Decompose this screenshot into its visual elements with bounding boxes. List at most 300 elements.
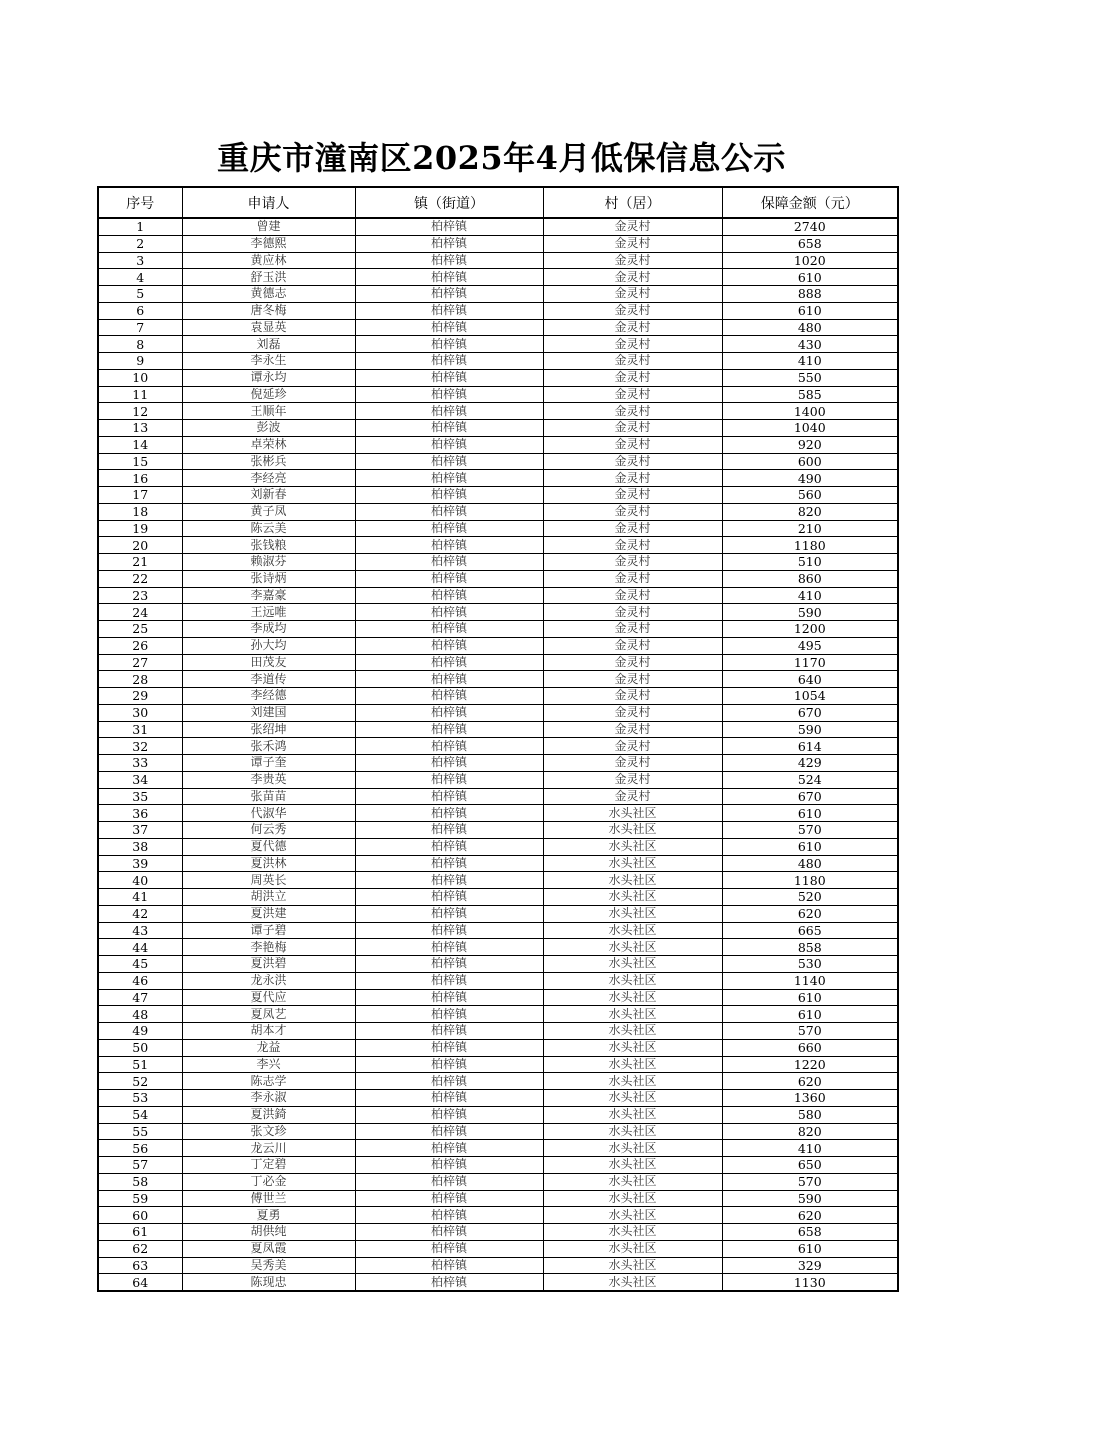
cell-index: 2 [98,235,182,252]
cell-applicant: 李经德 [182,688,355,705]
cell-village: 水头社区 [543,1224,722,1241]
cell-amount: 410 [722,353,898,370]
cell-village: 水头社区 [543,1190,722,1207]
cell-index: 13 [98,420,182,437]
cell-town: 柏梓镇 [355,889,543,906]
cell-applicant: 倪延珍 [182,386,355,403]
cell-applicant: 唐冬梅 [182,302,355,319]
cell-amount: 329 [722,1257,898,1274]
cell-index: 38 [98,838,182,855]
cell-town: 柏梓镇 [355,1073,543,1090]
table-row [98,1224,898,1241]
table-row [98,1056,898,1073]
cell-town: 柏梓镇 [355,872,543,889]
cell-village: 金灵村 [543,671,722,688]
cell-village: 水头社区 [543,1039,722,1056]
cell-index: 32 [98,738,182,755]
cell-village: 水头社区 [543,872,722,889]
header-applicant: 申请人 [182,187,355,218]
cell-index: 28 [98,671,182,688]
cell-town: 柏梓镇 [355,1240,543,1257]
cell-town: 柏梓镇 [355,453,543,470]
cell-index: 15 [98,453,182,470]
cell-amount: 590 [722,604,898,621]
table-row [98,889,898,906]
cell-amount: 600 [722,453,898,470]
table-row [98,604,898,621]
cell-village: 水头社区 [543,838,722,855]
cell-applicant: 张诗炳 [182,570,355,587]
table-row [98,1023,898,1040]
cell-town: 柏梓镇 [355,252,543,269]
cell-amount: 1220 [722,1056,898,1073]
header-village: 村（居） [543,187,722,218]
table-row [98,218,898,235]
cell-applicant: 田茂友 [182,654,355,671]
cell-town: 柏梓镇 [355,487,543,504]
table-row [98,989,898,1006]
table-row [98,855,898,872]
cell-applicant: 刘建国 [182,704,355,721]
cell-applicant: 李经亮 [182,470,355,487]
table-row [98,1140,898,1157]
cell-applicant: 赖淑芬 [182,554,355,571]
cell-index: 49 [98,1023,182,1040]
table-row [98,587,898,604]
cell-village: 水头社区 [543,1157,722,1174]
cell-applicant: 张钱粮 [182,537,355,554]
cell-amount: 614 [722,738,898,755]
table-row [98,403,898,420]
cell-index: 61 [98,1224,182,1241]
cell-amount: 430 [722,336,898,353]
cell-village: 金灵村 [543,336,722,353]
cell-amount: 610 [722,989,898,1006]
table-row [98,520,898,537]
cell-town: 柏梓镇 [355,1224,543,1241]
cell-village: 水头社区 [543,855,722,872]
cell-town: 柏梓镇 [355,721,543,738]
cell-town: 柏梓镇 [355,570,543,587]
cell-index: 45 [98,956,182,973]
cell-village: 水头社区 [543,1257,722,1274]
table-row [98,1157,898,1174]
cell-index: 7 [98,319,182,336]
cell-amount: 1054 [722,688,898,705]
cell-amount: 660 [722,1039,898,1056]
cell-applicant: 吴秀美 [182,1257,355,1274]
cell-index: 16 [98,470,182,487]
cell-town: 柏梓镇 [355,386,543,403]
cell-applicant: 龙永洪 [182,972,355,989]
cell-town: 柏梓镇 [355,420,543,437]
cell-town: 柏梓镇 [355,838,543,855]
cell-town: 柏梓镇 [355,1140,543,1157]
cell-village: 金灵村 [543,470,722,487]
cell-amount: 610 [722,838,898,855]
cell-amount: 410 [722,587,898,604]
cell-index: 24 [98,604,182,621]
cell-amount: 2740 [722,218,898,235]
cell-town: 柏梓镇 [355,755,543,772]
cell-amount: 1140 [722,972,898,989]
cell-index: 58 [98,1173,182,1190]
cell-village: 水头社区 [543,1090,722,1107]
cell-applicant: 刘磊 [182,336,355,353]
cell-applicant: 丁必金 [182,1173,355,1190]
cell-town: 柏梓镇 [355,822,543,839]
cell-applicant: 丁定碧 [182,1157,355,1174]
cell-village: 金灵村 [543,570,722,587]
cell-amount: 550 [722,369,898,386]
cell-amount: 1130 [722,1274,898,1291]
cell-applicant: 夏洪林 [182,855,355,872]
cell-index: 57 [98,1157,182,1174]
cell-amount: 1360 [722,1090,898,1107]
cell-town: 柏梓镇 [355,436,543,453]
cell-village: 水头社区 [543,1023,722,1040]
table-row [98,353,898,370]
table-row [98,319,898,336]
cell-applicant: 夏勇 [182,1207,355,1224]
cell-village: 金灵村 [543,453,722,470]
cell-village: 金灵村 [543,755,722,772]
cell-amount: 530 [722,956,898,973]
cell-amount: 610 [722,1240,898,1257]
cell-town: 柏梓镇 [355,771,543,788]
cell-village: 金灵村 [543,252,722,269]
cell-applicant: 夏凤霞 [182,1240,355,1257]
table-row [98,336,898,353]
table-row [98,637,898,654]
cell-applicant: 龙云川 [182,1140,355,1157]
table-row [98,286,898,303]
cell-village: 水头社区 [543,989,722,1006]
cell-index: 21 [98,554,182,571]
cell-index: 19 [98,520,182,537]
cell-applicant: 傅世兰 [182,1190,355,1207]
cell-applicant: 夏洪碧 [182,956,355,973]
cell-village: 金灵村 [543,286,722,303]
cell-amount: 620 [722,1207,898,1224]
cell-applicant: 李道传 [182,671,355,688]
cell-village: 金灵村 [543,403,722,420]
cell-town: 柏梓镇 [355,956,543,973]
cell-index: 59 [98,1190,182,1207]
cell-amount: 888 [722,286,898,303]
cell-village: 金灵村 [543,218,722,235]
cell-town: 柏梓镇 [355,269,543,286]
cell-town: 柏梓镇 [355,1190,543,1207]
cell-village: 水头社区 [543,905,722,922]
cell-index: 4 [98,269,182,286]
cell-applicant: 孙大均 [182,637,355,654]
cell-village: 水头社区 [543,972,722,989]
cell-village: 水头社区 [543,1123,722,1140]
table-row [98,470,898,487]
table-row [98,503,898,520]
cell-index: 26 [98,637,182,654]
table-row [98,721,898,738]
cell-index: 39 [98,855,182,872]
cell-index: 35 [98,788,182,805]
table-row [98,252,898,269]
cell-applicant: 代淑华 [182,805,355,822]
cell-town: 柏梓镇 [355,704,543,721]
header-row [98,187,898,218]
cell-applicant: 黄子凤 [182,503,355,520]
cell-index: 37 [98,822,182,839]
cell-town: 柏梓镇 [355,688,543,705]
table-row [98,420,898,437]
cell-town: 柏梓镇 [355,1023,543,1040]
cell-amount: 670 [722,704,898,721]
table-row [98,905,898,922]
cell-town: 柏梓镇 [355,470,543,487]
cell-amount: 610 [722,269,898,286]
cell-applicant: 李成均 [182,621,355,638]
cell-applicant: 陈志学 [182,1073,355,1090]
table-row [98,972,898,989]
cell-town: 柏梓镇 [355,1039,543,1056]
table-row [98,1006,898,1023]
table-row [98,1039,898,1056]
cell-index: 42 [98,905,182,922]
cell-town: 柏梓镇 [355,905,543,922]
cell-village: 金灵村 [543,688,722,705]
cell-applicant: 谭子碧 [182,922,355,939]
cell-applicant: 张禾鸿 [182,738,355,755]
cell-town: 柏梓镇 [355,554,543,571]
cell-index: 51 [98,1056,182,1073]
cell-applicant: 李艳梅 [182,939,355,956]
cell-town: 柏梓镇 [355,1106,543,1123]
cell-applicant: 何云秀 [182,822,355,839]
cell-applicant: 周英长 [182,872,355,889]
table-row [98,939,898,956]
page-title-text: 重庆市潼南区2025年4月低保信息公示 [217,139,786,177]
cell-index: 53 [98,1090,182,1107]
cell-applicant: 李永淑 [182,1090,355,1107]
table-row [98,570,898,587]
cell-village: 水头社区 [543,1056,722,1073]
table-row [98,1240,898,1257]
table-row [98,369,898,386]
cell-village: 水头社区 [543,1274,722,1291]
cell-amount: 658 [722,1224,898,1241]
cell-applicant: 陈云美 [182,520,355,537]
cell-index: 43 [98,922,182,939]
cell-town: 柏梓镇 [355,1157,543,1174]
cell-amount: 480 [722,319,898,336]
cell-applicant: 曾建 [182,218,355,235]
cell-index: 52 [98,1073,182,1090]
data-table [97,186,899,1292]
cell-index: 36 [98,805,182,822]
cell-amount: 1020 [722,252,898,269]
cell-amount: 580 [722,1106,898,1123]
header-index: 序号 [98,187,182,218]
cell-applicant: 李嘉豪 [182,587,355,604]
cell-amount: 920 [722,436,898,453]
cell-applicant: 胡供纯 [182,1224,355,1241]
cell-town: 柏梓镇 [355,520,543,537]
cell-town: 柏梓镇 [355,671,543,688]
cell-index: 9 [98,353,182,370]
cell-amount: 860 [722,570,898,587]
cell-village: 水头社区 [543,1140,722,1157]
table-row [98,688,898,705]
table-row [98,922,898,939]
cell-town: 柏梓镇 [355,1056,543,1073]
table-row [98,788,898,805]
table-row [98,487,898,504]
table-row [98,453,898,470]
cell-village: 金灵村 [543,637,722,654]
cell-applicant: 张文珍 [182,1123,355,1140]
cell-town: 柏梓镇 [355,1207,543,1224]
cell-village: 金灵村 [543,302,722,319]
table-row [98,671,898,688]
cell-applicant: 夏代应 [182,989,355,1006]
cell-index: 1 [98,218,182,235]
cell-village: 金灵村 [543,269,722,286]
cell-amount: 590 [722,1190,898,1207]
cell-index: 27 [98,654,182,671]
cell-index: 17 [98,487,182,504]
cell-index: 12 [98,403,182,420]
cell-amount: 665 [722,922,898,939]
cell-village: 水头社区 [543,956,722,973]
cell-amount: 570 [722,1023,898,1040]
cell-town: 柏梓镇 [355,637,543,654]
cell-applicant: 胡本才 [182,1023,355,1040]
cell-index: 5 [98,286,182,303]
cell-index: 31 [98,721,182,738]
cell-village: 水头社区 [543,1207,722,1224]
cell-village: 水头社区 [543,1073,722,1090]
cell-index: 3 [98,252,182,269]
table-row [98,1274,898,1291]
cell-index: 46 [98,972,182,989]
cell-index: 34 [98,771,182,788]
cell-applicant: 夏洪建 [182,905,355,922]
cell-index: 48 [98,1006,182,1023]
cell-amount: 858 [722,939,898,956]
cell-amount: 1400 [722,403,898,420]
cell-town: 柏梓镇 [355,855,543,872]
cell-town: 柏梓镇 [355,286,543,303]
cell-town: 柏梓镇 [355,738,543,755]
table-row [98,621,898,638]
cell-village: 水头社区 [543,822,722,839]
cell-index: 47 [98,989,182,1006]
table-row [98,1207,898,1224]
cell-applicant: 王顺年 [182,403,355,420]
table-row [98,838,898,855]
cell-village: 金灵村 [543,353,722,370]
cell-applicant: 舒玉洪 [182,269,355,286]
table-row [98,269,898,286]
cell-village: 金灵村 [543,621,722,638]
cell-index: 40 [98,872,182,889]
cell-amount: 410 [722,1140,898,1157]
table-row [98,1073,898,1090]
page-title [0,136,1105,180]
table-row [98,755,898,772]
cell-village: 金灵村 [543,554,722,571]
cell-amount: 620 [722,905,898,922]
cell-town: 柏梓镇 [355,1123,543,1140]
cell-village: 金灵村 [543,369,722,386]
cell-town: 柏梓镇 [355,336,543,353]
cell-index: 54 [98,1106,182,1123]
cell-index: 64 [98,1274,182,1291]
cell-town: 柏梓镇 [355,1274,543,1291]
cell-village: 金灵村 [543,319,722,336]
cell-applicant: 李永生 [182,353,355,370]
cell-village: 金灵村 [543,738,722,755]
cell-village: 金灵村 [543,654,722,671]
table-row [98,554,898,571]
table-row [98,537,898,554]
cell-applicant: 王远唯 [182,604,355,621]
cell-applicant: 胡洪立 [182,889,355,906]
cell-amount: 495 [722,637,898,654]
cell-town: 柏梓镇 [355,989,543,1006]
table-row [98,235,898,252]
cell-town: 柏梓镇 [355,353,543,370]
cell-index: 6 [98,302,182,319]
cell-index: 56 [98,1140,182,1157]
cell-village: 水头社区 [543,1173,722,1190]
cell-amount: 610 [722,302,898,319]
cell-town: 柏梓镇 [355,235,543,252]
cell-village: 金灵村 [543,587,722,604]
table-row [98,386,898,403]
cell-town: 柏梓镇 [355,939,543,956]
cell-amount: 524 [722,771,898,788]
cell-amount: 480 [722,855,898,872]
cell-amount: 429 [722,755,898,772]
cell-amount: 210 [722,520,898,537]
cell-amount: 670 [722,788,898,805]
cell-village: 金灵村 [543,386,722,403]
cell-applicant: 黄应林 [182,252,355,269]
cell-index: 41 [98,889,182,906]
cell-index: 29 [98,688,182,705]
cell-applicant: 李德熙 [182,235,355,252]
cell-village: 金灵村 [543,771,722,788]
cell-town: 柏梓镇 [355,805,543,822]
table-row [98,302,898,319]
cell-applicant: 夏代德 [182,838,355,855]
cell-applicant: 谭子奎 [182,755,355,772]
cell-index: 10 [98,369,182,386]
cell-index: 44 [98,939,182,956]
header-amount: 保障金额（元） [722,187,898,218]
cell-applicant: 卓荣林 [182,436,355,453]
cell-village: 水头社区 [543,805,722,822]
cell-town: 柏梓镇 [355,587,543,604]
table-row [98,1106,898,1123]
cell-applicant: 黄德志 [182,286,355,303]
cell-applicant: 李兴 [182,1056,355,1073]
cell-village: 金灵村 [543,235,722,252]
cell-amount: 520 [722,889,898,906]
cell-village: 水头社区 [543,1006,722,1023]
table-row [98,1173,898,1190]
